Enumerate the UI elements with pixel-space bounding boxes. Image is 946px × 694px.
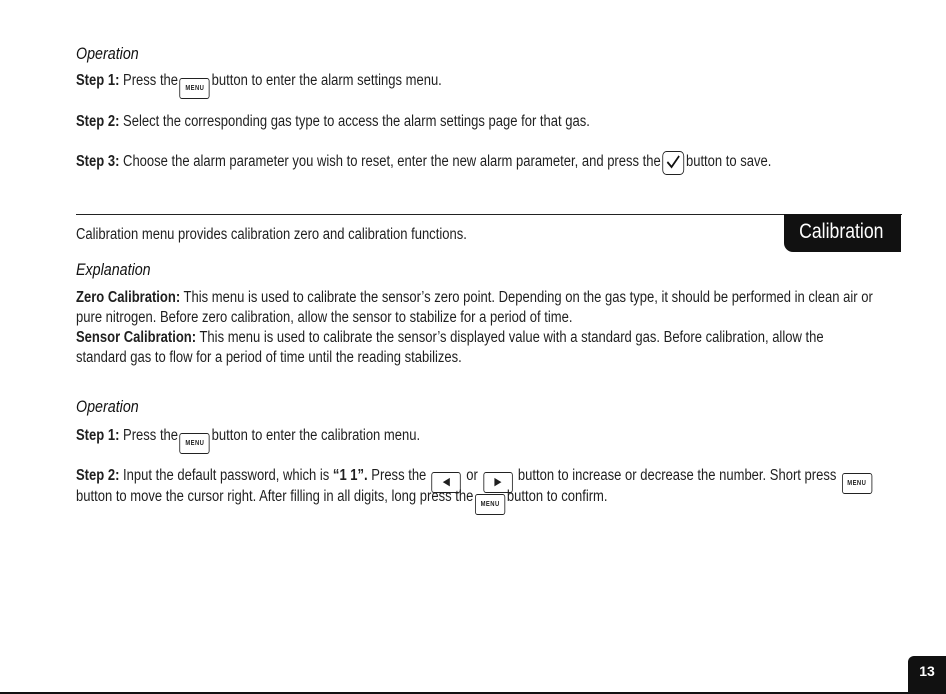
zero-calibration-line-1: Zero Calibration: This menu is used to calibrate the sensor’s zero point. Depending on the gas type, it should be performed in clean air or — [76, 289, 873, 306]
term-label: Sensor Calibration: — [76, 329, 197, 346]
term-label: Zero Calibration: — [76, 289, 181, 306]
calibration-step-2-line-2: button to move the cursor right. After filling in all digits, long press the MENU button to confirm. — [76, 488, 709, 515]
operation-heading: Operation — [76, 44, 139, 63]
zero-calibration-line-2: pure nitrogen. Before zero calibration, allow the sensor to stabilize for a period of time. — [76, 309, 573, 326]
section-divider — [76, 214, 902, 215]
calibration-operation-heading: Operation — [76, 397, 139, 416]
sensor-calibration-line-1: Sensor Calibration: This menu is used to calibrate the sensor’s displayed value with a standard gas. Before calibration, allow the — [76, 329, 824, 346]
menu-key-icon: MENU — [842, 473, 872, 494]
step-label: Step 1: — [76, 72, 120, 89]
explanation-heading: Explanation — [76, 260, 151, 279]
step-label: Step 1: — [76, 427, 120, 444]
calibration-step-2-line-1: Step 2: Input the default password, which is “1 1”. Press the ◀ or ▶ button to increase or decrease the number. Short press MENU — [76, 467, 946, 494]
menu-key-icon: MENU — [180, 433, 210, 454]
step-label: Step 2: — [76, 113, 120, 130]
calibration-step-1: Step 1: Press the MENU button to enter the calibration menu. — [76, 427, 486, 454]
menu-key-icon: MENU — [475, 494, 505, 515]
menu-key-icon: MENU — [180, 78, 210, 99]
left-arrow-key-icon: ◀ — [432, 472, 461, 493]
right-arrow-key-icon: ▶ — [483, 472, 512, 493]
alarm-step-1: Step 1: Press the MENU button to enter the alarm settings menu. — [76, 72, 511, 99]
step-label: Step 3: — [76, 153, 120, 170]
page-number: 13 — [908, 656, 946, 694]
alarm-step-2: Step 2: Select the corresponding gas type to access the alarm settings page for that gas. — [76, 113, 590, 130]
check-icon — [662, 151, 684, 175]
sensor-calibration-line-2: standard gas to flow for a period of time until the reading stabilizes. — [76, 349, 462, 366]
alarm-step-3: Step 3: Choose the alarm parameter you wish to reset, enter the new alarm parameter, and press the button to save. — [76, 151, 904, 175]
calibration-intro: Calibration menu provides calibration zero and calibration functions. — [76, 226, 467, 243]
default-password: “1 1”. — [332, 467, 368, 484]
section-tab-calibration: Calibration — [784, 214, 901, 252]
step-label: Step 2: — [76, 467, 120, 484]
